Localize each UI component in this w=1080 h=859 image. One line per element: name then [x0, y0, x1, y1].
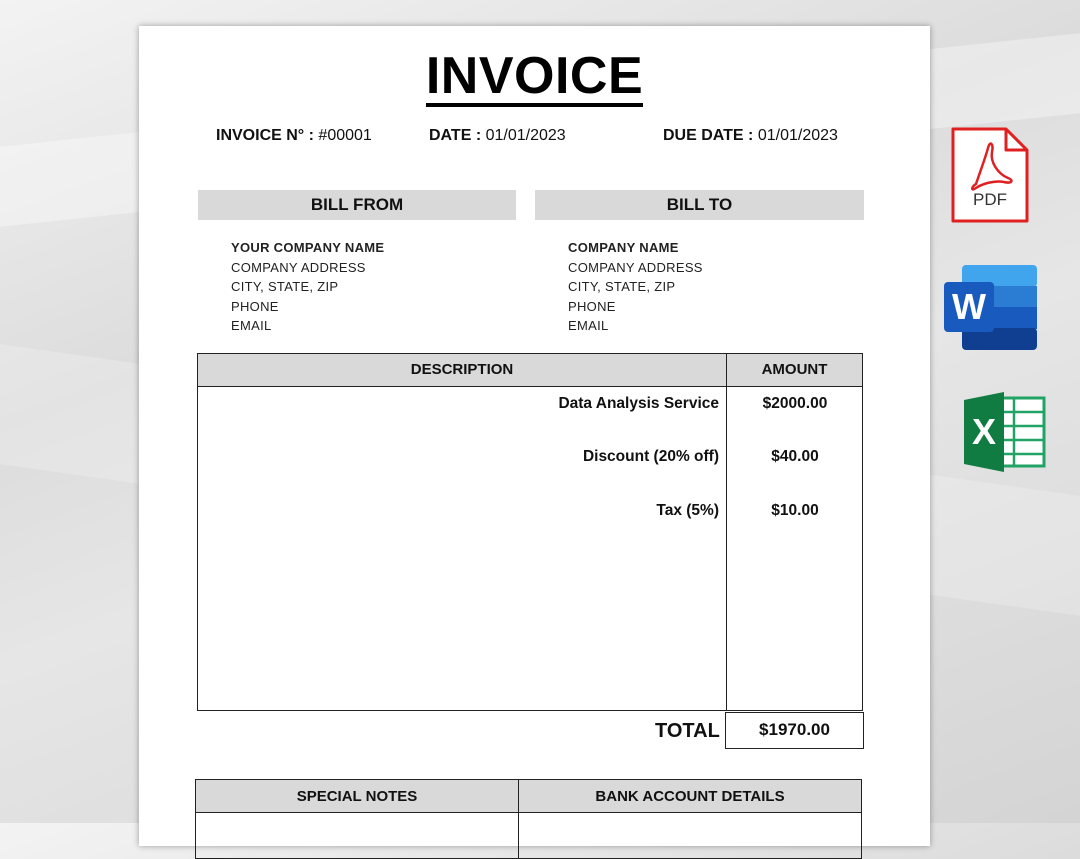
word-icon: [944, 265, 1038, 351]
invoice-sheet: [139, 26, 930, 846]
item-description: Discount (20% off): [582, 448, 719, 465]
pdf-icon: [950, 126, 1030, 224]
bill-to-email: EMAIL: [568, 318, 609, 333]
item-amount: $10.00: [771, 502, 819, 519]
invoice-number-label: INVOICE N° :: [216, 127, 314, 144]
excel-icon: [962, 392, 1046, 472]
invoice-number-value: #00001: [318, 127, 372, 144]
bill-from-name: YOUR COMPANY NAME: [231, 240, 385, 255]
amount-column-header: AMOUNT: [727, 354, 862, 387]
word-letter: W: [952, 286, 986, 327]
bill-from-city: CITY, STATE, ZIP: [231, 279, 339, 294]
bill-from-address: COMPANY ADDRESS: [231, 259, 366, 275]
bill-from-address-block: [231, 238, 384, 336]
item-amount: $2000.00: [762, 395, 828, 412]
item-description: Tax (5%): [656, 502, 719, 519]
bill-to-header: BILL TO: [535, 190, 864, 220]
due-date-label: DUE DATE :: [663, 127, 754, 144]
invoice-date-value: 01/01/2023: [485, 127, 566, 144]
total-value: $1970.00: [725, 712, 864, 749]
page-title: [139, 46, 930, 107]
footer-table: [195, 779, 862, 859]
invoice-date-label: DATE :: [429, 127, 482, 144]
invoice-number: [216, 127, 372, 145]
excel-letter: X: [971, 411, 996, 452]
item-amount: $40.00: [771, 448, 819, 465]
invoice-title: INVOICE: [425, 47, 644, 105]
bank-details-header: BANK ACCOUNT DETAILS: [519, 780, 861, 813]
due-date-value: 01/01/2023: [757, 127, 838, 144]
item-description: Data Analysis Service: [558, 395, 719, 412]
bill-to-phone: PHONE: [568, 298, 616, 314]
total-label: TOTAL: [655, 720, 720, 742]
pdf-label: PDF: [973, 190, 1007, 209]
bill-to-name: COMPANY NAME: [568, 240, 679, 255]
items-table: [197, 353, 863, 711]
description-column-header: DESCRIPTION: [198, 354, 726, 387]
invoice-date: [429, 127, 566, 145]
bill-from-phone: PHONE: [231, 298, 279, 314]
bill-from-header: BILL FROM: [198, 190, 516, 220]
invoice-due-date: [663, 127, 838, 145]
bill-to-city: CITY, STATE, ZIP: [568, 279, 676, 294]
bill-to-address-block: [568, 238, 703, 336]
special-notes-header: SPECIAL NOTES: [196, 780, 518, 813]
bill-from-email: EMAIL: [231, 318, 272, 333]
bill-to-address: COMPANY ADDRESS: [568, 259, 703, 275]
